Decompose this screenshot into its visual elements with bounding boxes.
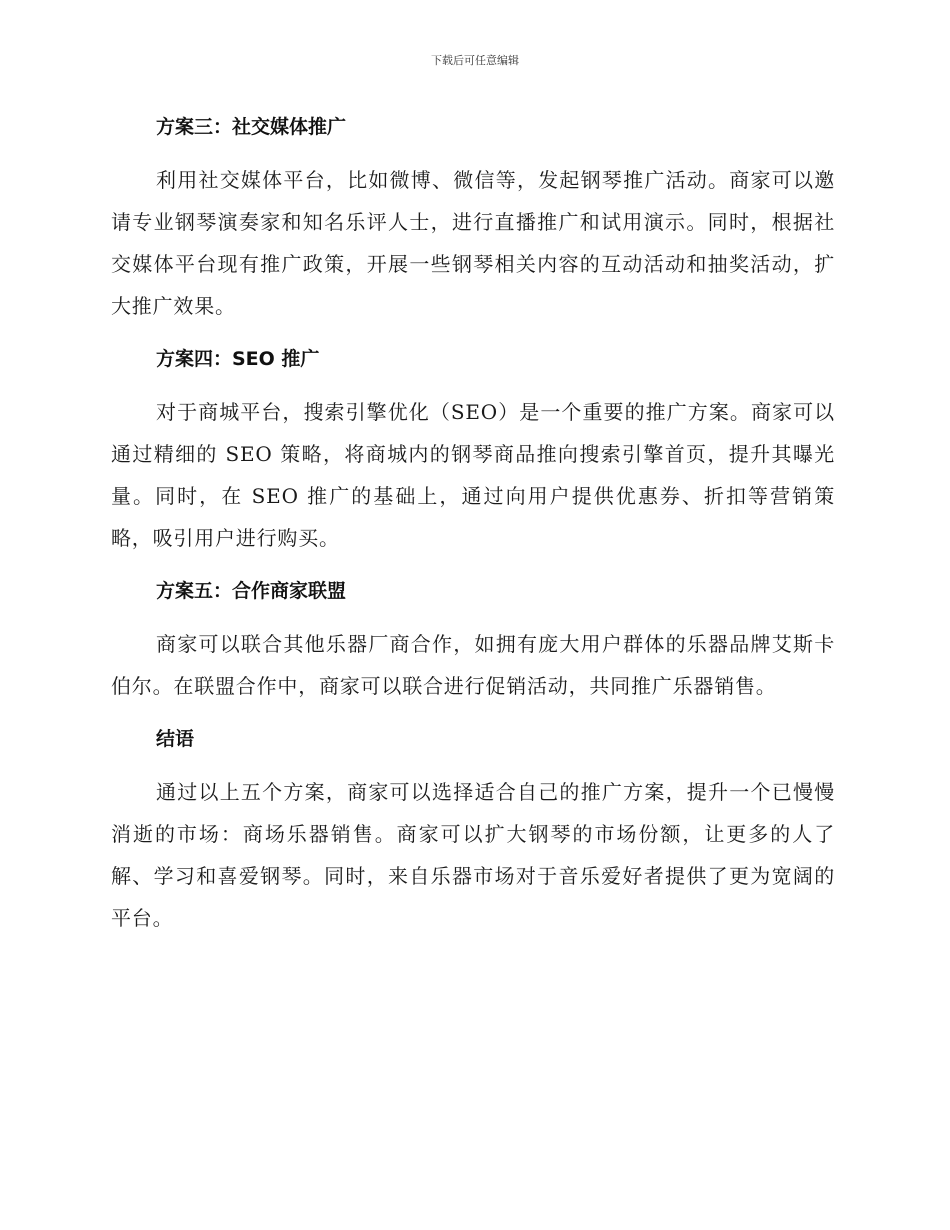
document-body <box>111 106 835 939</box>
section-heading-plan-four: 方案四：SEO 推广 <box>156 348 320 370</box>
section-paragraph-plan-three: 利用社交媒体平台，比如微博、微信等，发起钢琴推广活动。商家可以邀请专业钢琴演奏家和知名乐评人士，进行直播推广和试用演示。同时，根据社交媒体平台现有推广政策，开展一些钢琴相关内容的互动活动和抽奖活动，扩大推广效果。 <box>111 168 835 318</box>
section-paragraph-plan-five: 商家可以联合其他乐器厂商合作，如拥有庞大用户群体的乐器品牌艾斯卡伯尔。在联盟合作中，商家可以联合进行促销活动，共同推广乐器销售。 <box>111 632 835 698</box>
section-paragraph-plan-four: 对于商城平台，搜索引擎优化（SEO）是一个重要的推广方案。商家可以通过精细的 SEO 策略，将商城内的钢琴商品推向搜索引擎首页，提升其曝光量。同时，在 SEO 推广的基础上，通过向用户提供优惠券、折扣等营销策略，吸引用户进行购买。 <box>111 400 835 550</box>
page-header: 下载后可任意编辑 <box>431 54 519 67</box>
section-heading-plan-three: 方案三：社交媒体推广 <box>156 116 347 138</box>
section-paragraph-conclusion: 通过以上五个方案，商家可以选择适合自己的推广方案，提升一个已慢慢消逝的市场：商场乐器销售。商家可以扩大钢琴的市场份额，让更多的人了解、学习和喜爱钢琴。同时，来自乐器市场对于音乐爱好者提供了更为宽阔的平台。 <box>111 780 835 930</box>
section-heading-conclusion: 结语 <box>156 728 195 750</box>
section-heading-plan-five: 方案五：合作商家联盟 <box>156 580 347 602</box>
